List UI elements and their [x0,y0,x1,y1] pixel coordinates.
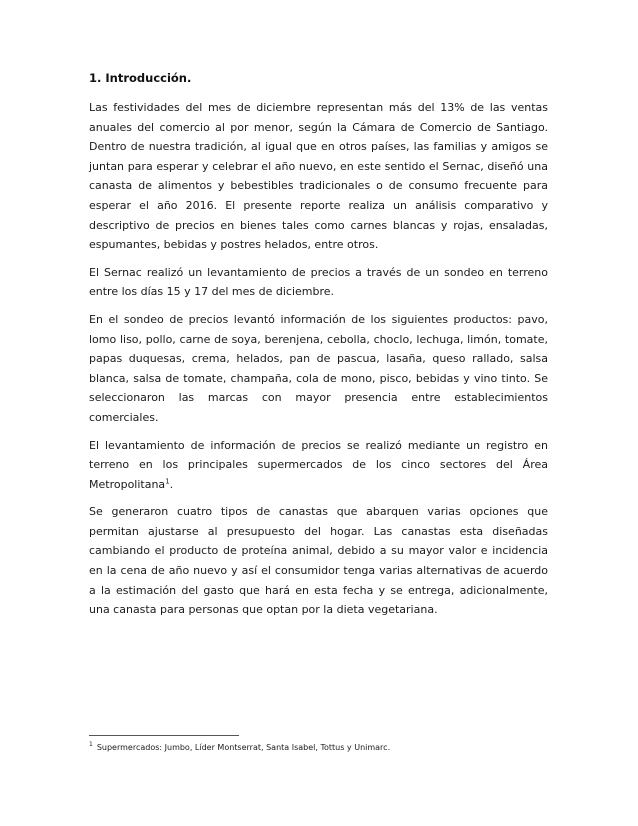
paragraph-methodology-end: . [169,477,174,491]
footnote [89,742,548,754]
footnote-divider [89,735,239,736]
paragraph-intro: Las festividades del mes de diciembre representan más del 13% de las ventas anuales del comercio al por menor, según la Cámara de Comercio de Santiago. Dentro de nuestra tradición, al igual que en otros países, las familias y amigos se juntan para esperar y celebrar el año nuevo, en este sentido el Sernac, diseñó una canasta de alimentos y bebestibles tradicionales o de consumo frecuente para esperar el año 2016. El presente reporte realiza un análisis comparativo y descriptivo de precios en bienes tales como carnes blancas y rojas, ensaladas, espumantes, bebidas y postres helados, entre otros. [89,101,548,252]
paragraph-methodology-text: El levantamiento de información de precios se realizó mediante un registro en terreno en los principales supermercados de los cinco sectores del Área Metropolitana [89,438,548,491]
document-body [89,68,548,628]
paragraph-methodology [89,436,548,495]
footnote-text: Supermercados: Jumbo, Líder Montserrat, Santa Isabel, Tottus y Unimarc. [96,743,391,752]
section-heading: 1. Introducción. [89,71,192,85]
paragraph-survey-dates: El Sernac realizó un levantamiento de precios a través de un sondeo en terreno entre los días 15 y 17 del mes de diciembre. [89,265,548,299]
footnote-marker: 1 [89,741,93,749]
footnote-reference: 1 [165,477,170,486]
paragraph-baskets: Se generaron cuatro tipos de canastas que abarquen varias opciones que permitan ajustarse al presupuesto del hogar. Las canastas esta diseñadas cambiando el producto de proteína animal, debido a su mayor valor e incidencia en la cena de año nuevo y así el consumidor tenga varias alternativas de acuerdo a la estimación del gasto que hará en esta fecha y se entrega, adicionalmente, una canasta para personas que optan por la dieta vegetariana. [89,505,548,617]
paragraph-products: En el sondeo de precios levantó información de los siguientes productos: pavo, lomo liso, pollo, carne de soya, berenjena, cebolla, choclo, lechuga, limón, tomate, papas duquesas, crema, helados, pan de pascua, lasaña, queso rallado, salsa blanca, salsa de tomate, champaña, cola de mono, pisco, bebidas y vino tinto. Se seleccionaron las marcas con mayor presencia entre establecimientos comerciales. [89,312,548,424]
